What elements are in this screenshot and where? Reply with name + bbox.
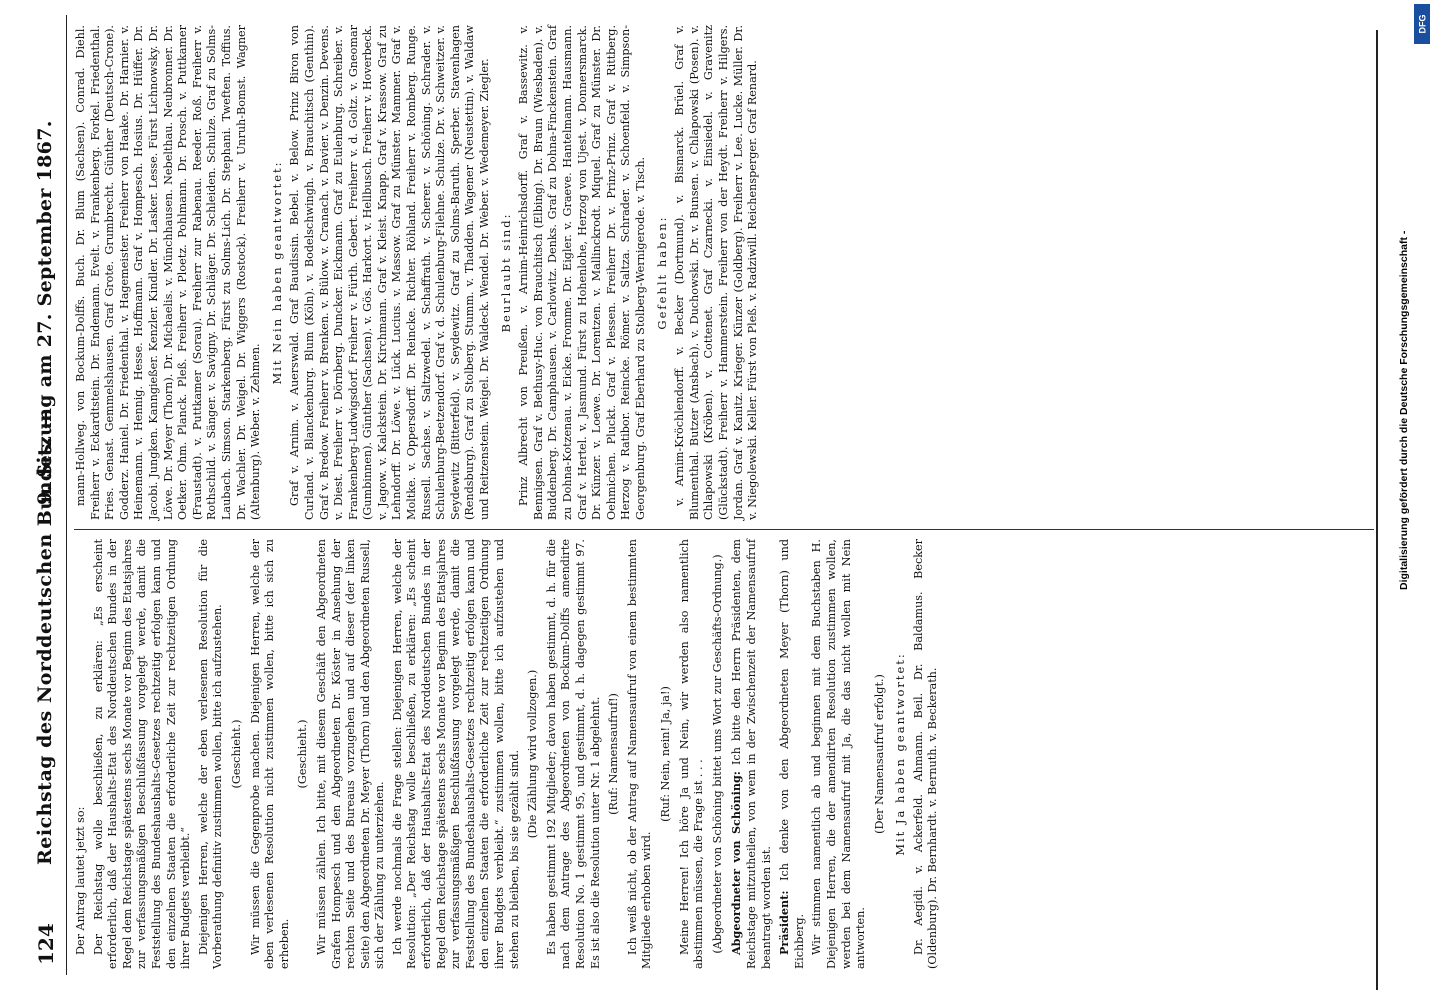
speech-text: Ich bitte den Herrn Präsidenten, dem Reichstage mitzutheilen, von wem in der Zwischenzeit der Namensaufruf beantragt worden ist. [730, 539, 773, 969]
section-heading: Mit Nein haben geantwortet: [269, 160, 284, 385]
paragraph: Dr. Aegidi. v. Ackerfeld. Ahmann. Beil. Dr. Baldamus. Becker (Oldenburg). Dr. Bernhardt. v. Bernuth. v. Beckerath. [911, 539, 940, 969]
section-heading: Beurlaubt sind: [498, 212, 513, 333]
stage-direction: (Der Namensaufruf erfolgt.) [872, 674, 886, 834]
scan-edge [1376, 30, 1378, 990]
paragraph: Es haben gestimmt 192 Mitglieder; davon haben gestimmt, d. h. für die nach dem Antrage des Abgeordneten von Bockum-Dolffs amendirte Resolution No. 1 gestimmt 95, und gestimmt, d. h. dagegen gestimmt 97. Es ist also die Resolution unter Nr. 1 abgelehnt. [544, 539, 602, 969]
paragraph: Wir müssen die Gegenprobe machen. Diejenigen Herren, welche der eben verlesenen Resolution nicht zustimmen wollen, bitte ich sich zu erheben. [248, 539, 291, 969]
paragraph: Graf v. Arnim. v. Auerswald. Graf Baudissin. Bebel. v. Below. Prinz Biron von Curland. v. Blanckenburg. Blum (Köln). v. Bodelschwingh. v. Brauchitsch (Genthin). Graf v. Bredow. Freiherr v. Brenken. v. Bülow. v. Cranach. v. Davier. v. Denzin. Devens. v. Diest. Freiherr v. Dörnberg. Duncker. Eickmann. Graf zu Eulenburg. Schreiber. v. Frankenberg-Ludwigsdorf. Freiherr v. Fürth. Gebert. Freiherr v. d. Goltz. v. Gneomar (Gumbinnen). Günther (Sachsen). v. Gös. Harkort. v. Hellbusch. Freiherr v. Hoverbeck. v. Jagow. v. Kalckstein. Dr. Kirchmann. Graf v. Kleist. Knapp. Graf v. Krassow. Graf zu Lehndorff. Dr. Löwe. v. Lück. Lucius. v. Massow. Graf zu Münster. Mammer. Graf v. Moltke. v. Oppersdorff. Dr. Reincke. Richter. Röhland. Freiherr v. Romberg. Runge. Russell. Sachse. v. Saltzwedel. v. Schaffrath. v. Scherer. v. Schöning. Schrader. v. Schulenburg-Beetzendorf. Graf v. d. Schulenburg-Filehne. Schulze. Dr. v. Schweitzer. v. Seydewitz (Bitterfeld). v. Seydewitz. Graf zu Solms-Baruth. Sperber. Stavenhagen (Rendsburg). Graf zu Stolberg. Stumm. v. Thadden. Wagener (Neustettin). v. Waldaw und Reitzenstein. Weigel. Dr. Waldeck. Wendel. Dr. Weber. v. Wedemeyer. Ziegler. [288, 25, 492, 520]
digitization-sidebar [1384, 0, 1432, 1000]
paragraph: Diejenigen Herren, welche der eben verlesenen Resolution für die Vorberathung definitiv zustimmen wollen, bitte ich aufzustehen. [196, 539, 225, 969]
paragraph [777, 539, 807, 969]
section-heading: Gefehlt haben: [654, 215, 669, 330]
paragraph: Der Reichstag wolle beschließen, zu erklären: „Es erscheint erforderlich, daß der Haushalts-Etat des Norddeutschen Bundes in der Regel dem Reichstage spätestens sechs Monate vor Beginn des Etatsjahres zur verfassungsmäßigen Beschlußfassung vorgelegt werde, damit die Feststellung des Bundeshaushalts-Gesetzes rechtzeitig erfolgen kann und den einzelnen Staaten die erforderliche Zeit zur rechtzeitigen Ordnung ihrer Budgets verbleibt.“ [91, 539, 193, 969]
speaker-label: Abgeordneter von Schöning: [729, 771, 744, 955]
page-header [30, 15, 67, 975]
page-number: 124 [34, 923, 58, 965]
paragraph: Wir stimmen namentlich ab und beginnen mit dem Buchstaben H. Diejenigen Herren, die der amendirten Resolution zustimmen wollen, werden bei dem Namensaufruf mit Ja, die das nicht wollen mit Nein antworten. [810, 539, 868, 969]
scanned-page [30, 15, 1390, 975]
stage-direction: (Geschieht.) [229, 719, 243, 789]
stage-direction: (Abgeordneter von Schöning bittet ums Wort zur Geschäfts-Ordnung.) [710, 554, 724, 954]
stage-direction: (Ruf: Nein, nein! Ja, ja!) [658, 686, 672, 822]
paragraph: Wir müssen zählen. Ich bitte, mit diesem Geschäft den Abgeordneten Grafen Hompesch und den Abgeordneten Dr. Köster in Ansehung der rechten Seite und des Bureaus vorzugehen und auf dieser (der linken Seite) den Abgeordneten Dr. Meyer (Thorn) und den Abgeordneten Russell, sich der Zählung zu unterziehen. [314, 539, 387, 969]
dfg-logo-icon [1414, 4, 1430, 44]
stage-direction: (Geschieht.) [296, 719, 310, 789]
paragraph: Ich werde nochmals die Frage stellen: Diejenigen Herren, welche der Resolution: „Der Reichstag wolle beschließen, zu erklären: „Es scheint erforderlich, daß der Haushalts-Etat des Norddeutschen Bundes in der Regel dem Reichstage spätestens sechs Monate vor Beginn des Etatsjahres zur verfassungsmäßigen Beschlußfassung vorgelegt werde, damit die Feststellung des Bundeshaushalts-Gesetzes rechtzeitig erfolgen kann und den einzelnen Staaten die erforderliche Zeit zur rechtzeitigen Ordnung ihrer Budgets verbleibt.“ zustimmen wollen, bitte ich aufzustehen und stehen zu bleiben, bis sie gezählt sind. [390, 539, 521, 969]
section-heading: Mit Ja haben geantwortet: [893, 652, 908, 856]
paragraph: Prinz Albrecht von Preußen. v. Arnim-Heinrichsdorff. Graf v. Bassewitz. v. Bennigsen. Graf v. Bethusy-Huc. von Brauchitsch (Elbing). Dr. Braun (Wiesbaden). v. Buddenberg. Dr. Camphausen. v. Carlowitz. Denks. Graf zu Dohna-Finckenstein. Graf zu Dohna-Kotzenau. v. Eicke. Fromme. Dr. Eigler. v. Graeve. Hantelmann. Hausmann. Graf v. Hertel. v. Jasmund. Fürst zu Hohenlohe, Herzog von Ujest. v. Donnersmarck. Dr. Künzer. v. Loewe. Dr. Lorentzen. v. Mallinckrodt. Miquel. Graf zu Münster. Dr. Oehmichen. Pluckt. Graf v. Plessen. Freiherr Dr. v. Prinz-Prinz. Graf v. Rittberg. Herzog v. Ratibor. Reincke. Römer. v. Saltza. Schrader. v. Schoenfeld. v. Simpson-Georgenburg. Graf Eberhard zu Stolberg-Wernigerode. v. Tisch. [517, 25, 647, 520]
left-column [74, 539, 944, 969]
speech-text: Ich denke von den Abgeordneten Meyer (Thorn) und Eichberg. [778, 539, 806, 969]
paragraph: mann-Hollweg. von Bockum-Dolffs. Buch. Dr. Blum (Sachsen). Conrad. Diehl. Freiherr v. Eckardtstein. Dr. Endemann. Evelt. v. Frankenberg. Forkel. Friedenthal. Fries. Genast. Gemmelshausen. Graf Grote. Grumbrecht. Günther (Deutsch-Crone). Godderz. Haniel. Dr. Friedenthal. v. Hagemeister. Freiherr von Haake. Dr. Harnier. v. Heinemann. v. Hennig. Hesse. Hoffmann. Graf v. Hompesch. Hosius. Dr. Hüffer. Dr. Jacobi. Jungken. Kanngießer. Kenzler. Kindler. Dr. Lasker. Lesse. Fürst Lichnowsky. Dr. Löwe. Dr. Meyer (Thorn). Dr. Michaelis. v. Münchhausen. Nebelthau. Neubronner. Dr. Oetker. Ohm. Planck. Pleß. Freiherr v. Ploetz. Pohlmann. Dr. Prosch. v. Puttkamer (Fraustadt). v. Puttkamer (Sorau). Freiherr zur Rabenau. Reeder. Roß. Freiherr v. Rothschild. v. Sänger. v. Savigny. Dr. Schläger. Dr. Schleiden. Schulze. Graf zu Solms-Laubach. Simson. Starkenberg. Fürst zu Solms-Lich. Dr. Stephani. Tweften. Toffius. Dr. Wachler. Dr. Weigel. Dr. Wiggers (Rostock). Freiherr v. Unruh-Bomst. Wagner (Altenburg). Weber. v. Zehmen. [74, 25, 263, 520]
column-divider [74, 529, 1374, 530]
stage-direction: (Die Zählung wird vollzogen.) [526, 669, 540, 839]
paragraph: Der Antrag lautet jetzt so: [74, 806, 87, 955]
paragraph: v. Arnim-Kröchlendorff. v. Becker (Dortmund). v. Bismarck. Brüel. Graf v. Blumenthal. Butzer (Ansbach). v. Duchowski. Dr. v. Bunsen. v. Chlapowski (Posen). v. Chlapowski (Kröben). v. Cottenet. Graf Czarnecki. v. Einsiedel. v. Gravenitz (Glückstadt). Freiherr v. Hammerstein. Freiherr von der Heydt. Freiherr v. Hilgers. Jordan. Graf v. Kanitz. Krieger. Künzer (Goldberg). Freiherr v. Lee. Lucke. Müller. Dr. v. Niegolewski. Keller. Fürst von Pleß. v. Radziwill. Reichensperger. Graf Renard. [673, 25, 760, 520]
dfg-logo-text: DFG [1417, 14, 1427, 34]
running-title-right: 9. Sitzung am 27. September 1867. [34, 120, 56, 505]
speaker-label: Präsident: [777, 890, 792, 955]
running-title-left: Reichstag des Norddeutschen Bundes. — [34, 409, 56, 865]
paragraph [729, 539, 774, 969]
stage-direction: (Ruf: Namensaufruf!) [607, 693, 621, 815]
paragraph: Meine Herren! Ich höre Ja und Nein, wir werden also namentlich abstimmen müssen, die Frage ist . . . [677, 539, 706, 969]
dfg-credit: Digitalisierung gefördert durch die Deutsche Forschungsgemeinschaft - [1398, 230, 1410, 590]
paragraph: Ich weiß nicht, ob der Antrag auf Namensaufruf von einem bestimmten Mitgliede erhoben wird. [625, 539, 654, 969]
right-column [74, 25, 764, 520]
